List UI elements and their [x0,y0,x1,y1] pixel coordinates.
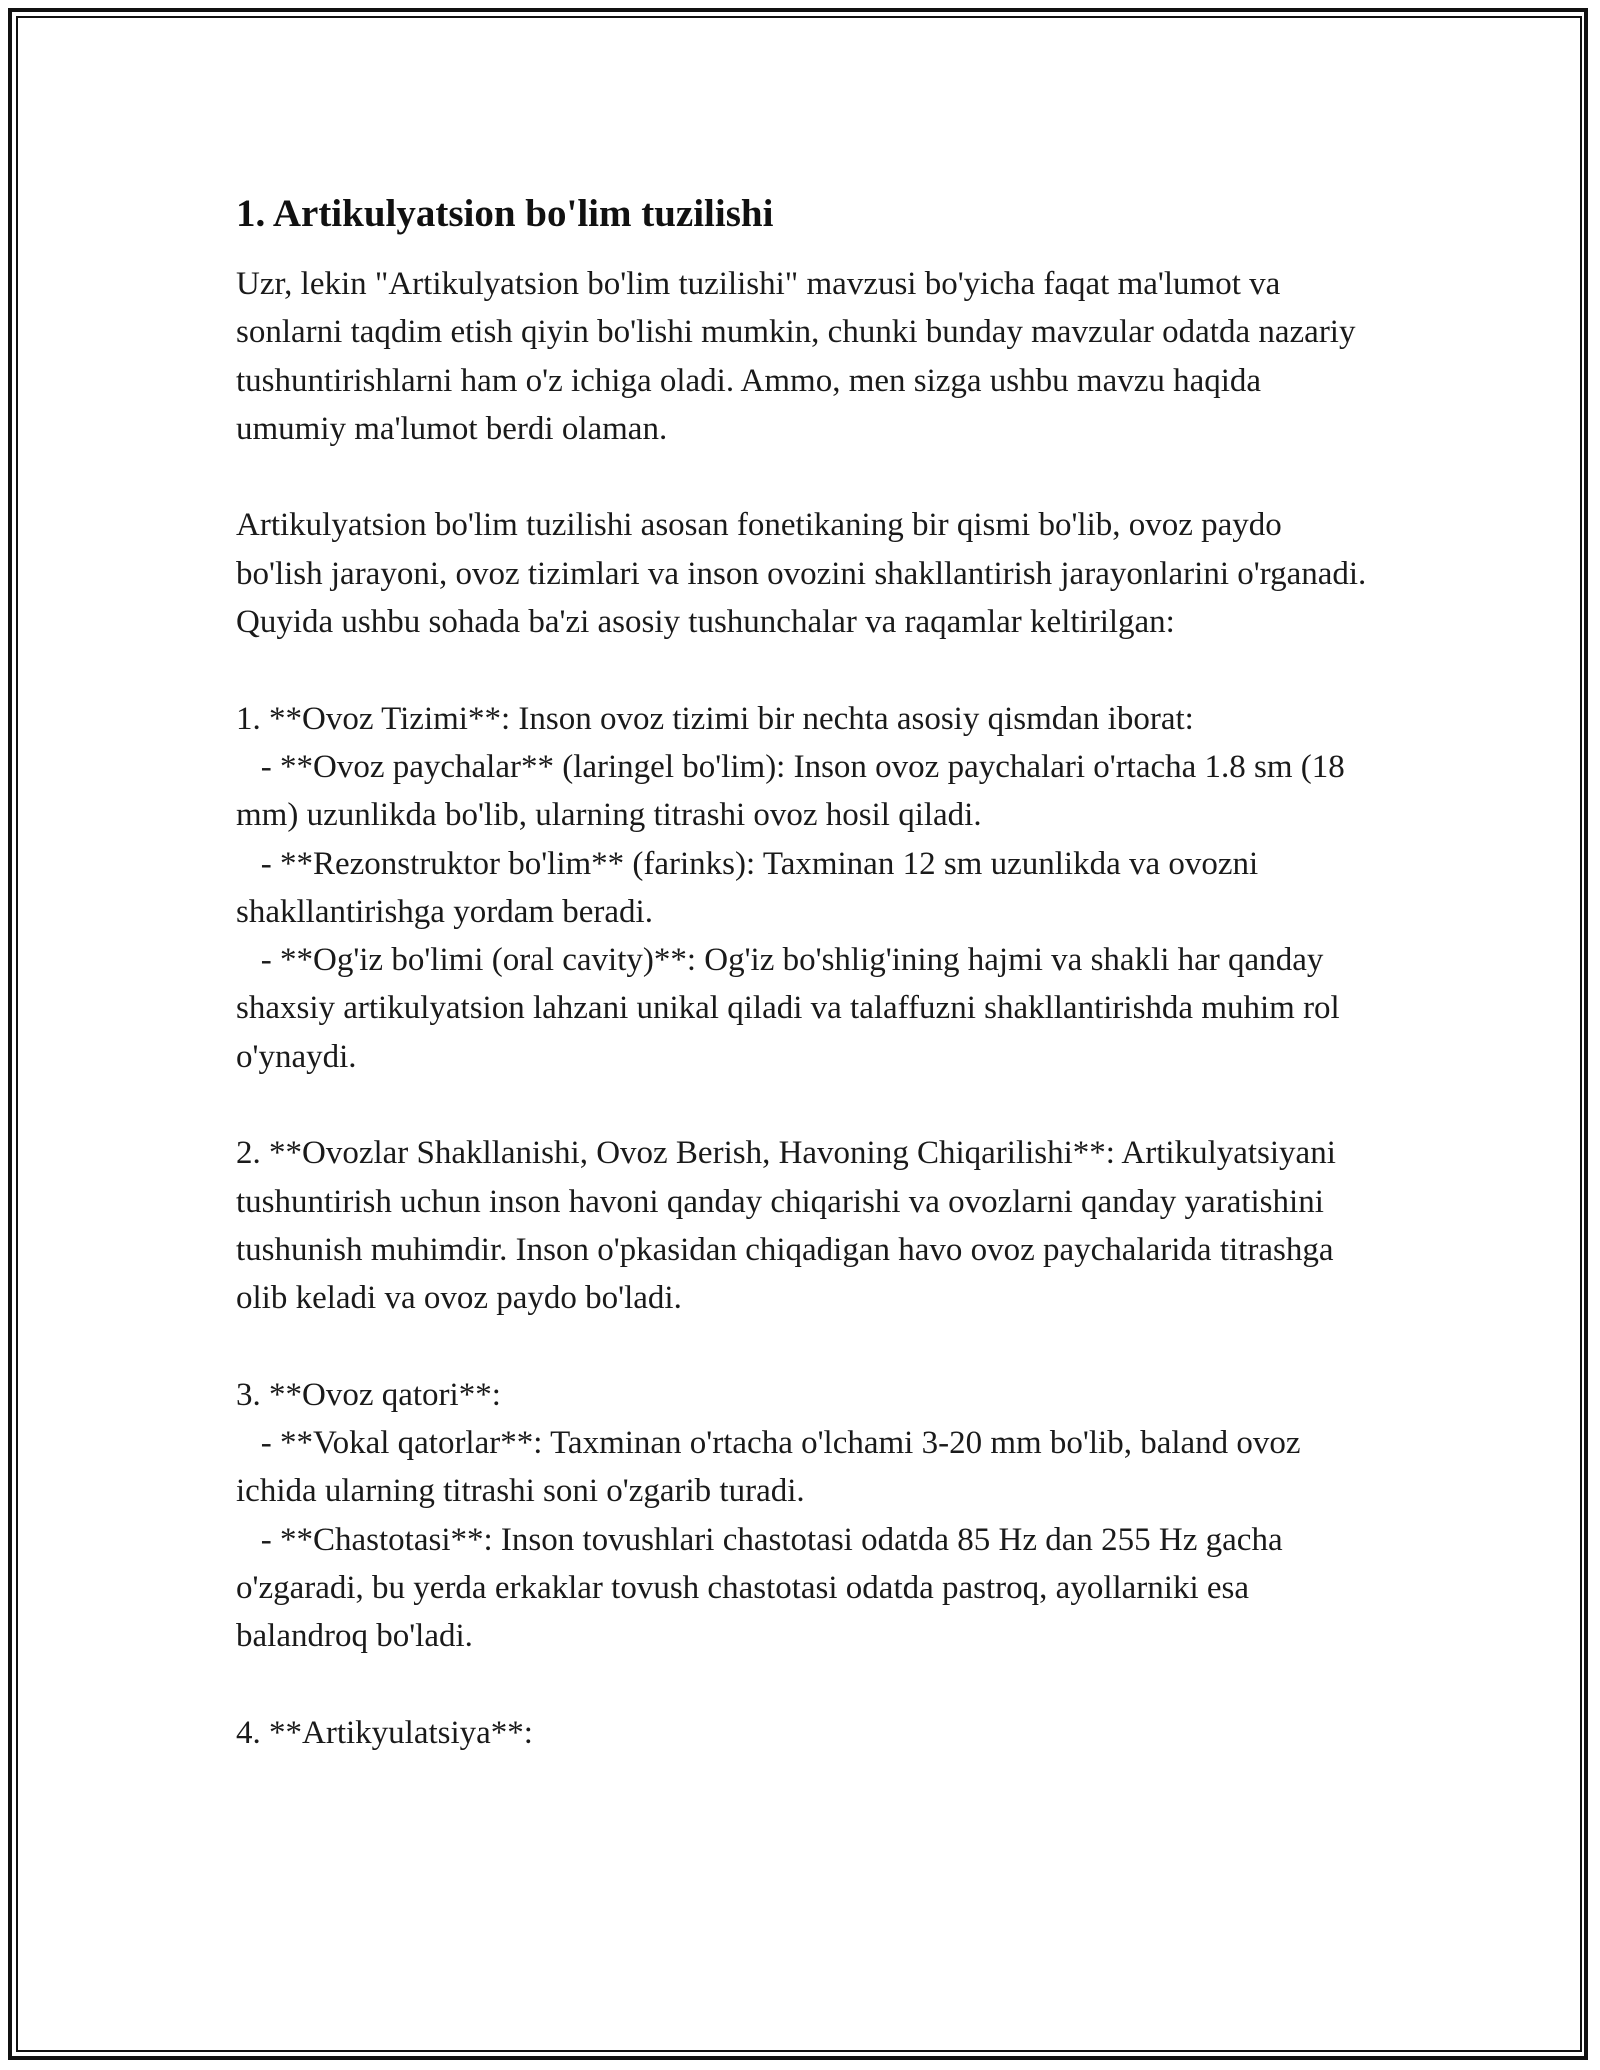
paragraph-gap [236,1661,1376,1709]
document-body [236,190,1376,1757]
paragraph-gap [236,453,1376,501]
paragraph-gap [236,646,1376,694]
paragraph-section-2: 2. **Ovozlar Shakllanishi, Ovoz Berish, Havoning Chiqarilishi**: Artikulyatsiyani tushuntirish uchun inson havoni qanday chiqarishi va ovozlarni qanday yaratishini tushunish muhimdir. Inson o'pkasidan chiqadigan havo ovoz paychalarida titrashga olib keladi va ovoz paydo bo'ladi. [236,1135,1345,1317]
paragraph-gap [236,1081,1376,1129]
document-heading: 1. Artikulyatsion bo'lim tuzilishi [236,192,774,235]
paragraph-section-4: 4. **Artikyulatsiya**: [236,1714,533,1751]
paragraph-section-3: 3. **Ovoz qatori**: - **Vokal qatorlar**: Taxminan o'rtacha o'lchami 3-20 mm bo'lib, baland ovoz ichida ularning titrashi soni o'zgarib turadi. - **Chastotasi**: Inson tovushlari chastotasi odatda 85 Hz dan 255 Hz gacha o'zgaradi, bu yerda erkaklar tovush chastotasi odatda pastroq, ayollarniki esa balandroq bo'ladi. [236,1376,1301,1655]
paragraph-gap [236,1323,1376,1371]
paragraph-intro: Uzr, lekin "Artikulyatsion bo'lim tuzilishi" mavzusi bo'yicha faqat ma'lumot va sonlarni taqdim etish qiyin bo'lishi mumkin, chunki bunday mavzular odatda nazariy tushuntirishlarni ham o'z ichiga oladi. Ammo, men sizga ushbu mavzu haqida umumiy ma'lumot berdi olaman. [236,266,1364,447]
paragraph-section-1: 1. **Ovoz Tizimi**: Inson ovoz tizimi bir nechta asosiy qismdan iborat: - **Ovoz paychalar** (laringel bo'lim): Inson ovoz paychalari o'rtacha 1.8 sm (18 mm) uzunlikda bo'lib, ularning titrashi ovoz hosil qiladi. - **Rezonstruktor bo'lim** (farinks): Taxminan 12 sm uzunlikda va ovozni shakllantirishga yordam beradi. - **Og'iz bo'limi (oral cavity)**: Og'iz bo'shlig'ining hajmi va shakli har qanday shaxsiy artikulyatsion lahzani unikal qiladi va talaffuzni shakllantirishda muhim rol o'ynaydi. [236,700,1345,1075]
paragraph-overview: Artikulyatsion bo'lim tuzilishi asosan fonetikaning bir qismi bo'lib, ovoz paydo bo'lish jarayoni, ovoz tizimlari va inson ovozini shakllantirish jarayonlarini o'rganadi. Quyida ushbu sohada ba'zi asosiy tushunchalar va raqamlar keltirilgan: [236,507,1375,641]
